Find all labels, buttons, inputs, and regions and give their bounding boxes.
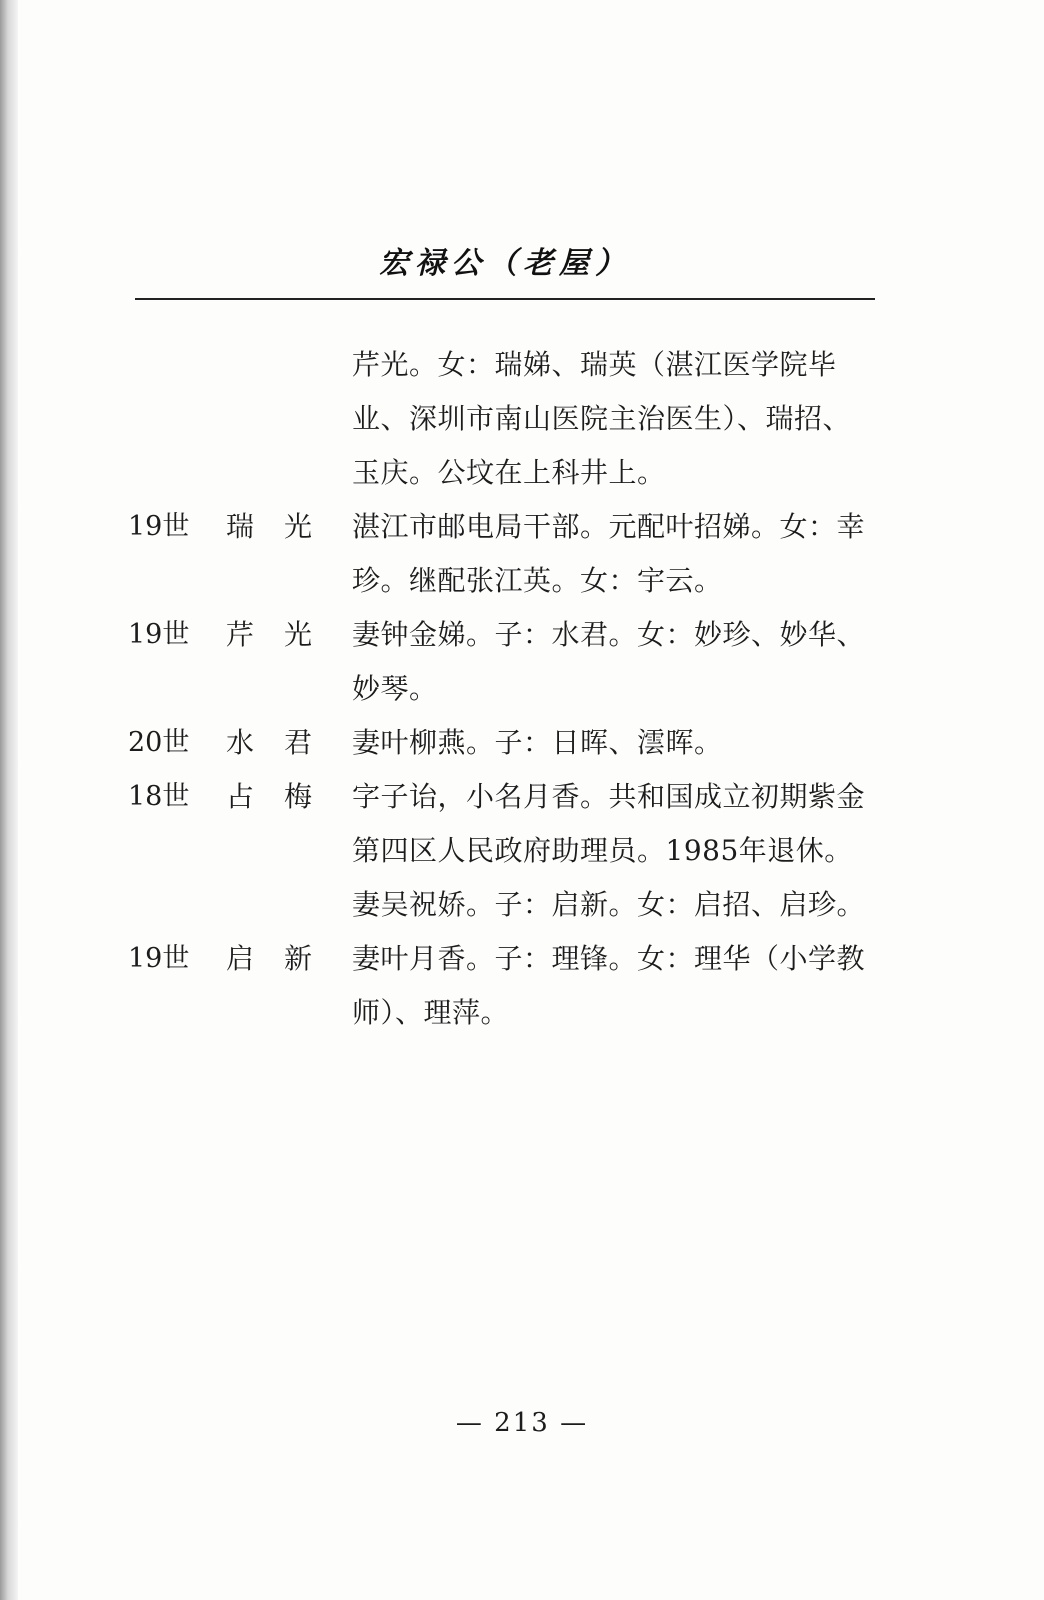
entry-name: 瑞光 xyxy=(226,510,343,543)
entry-generation: 19世 xyxy=(128,619,190,650)
entry-generation: 19世 xyxy=(128,943,190,974)
genealogy-entry xyxy=(120,770,880,932)
running-header-title: 宏禄公（老屋） xyxy=(379,246,631,281)
entry-description: 湛江市邮电局干部。元配叶招娣。女：幸珍。继配张江英。女：宇云。 xyxy=(352,510,866,597)
entry-name: 芹光 xyxy=(226,618,343,651)
genealogy-entries xyxy=(120,338,880,1040)
entry-description: 妻叶月香。子：理锋。女：理华（小学教师）、理萍。 xyxy=(352,942,866,1029)
continued-entry xyxy=(120,338,880,500)
entry-description: 妻叶柳燕。子：日晖、澐晖。 xyxy=(352,726,723,759)
genealogy-entry xyxy=(120,932,880,1040)
entry-name: 占梅 xyxy=(226,780,343,813)
entry-name: 启新 xyxy=(226,942,343,975)
genealogy-entry xyxy=(120,716,880,770)
entry-description: 妻钟金娣。子：水君。女：妙珍、妙华、妙琴。 xyxy=(352,618,866,705)
entry-generation: 18世 xyxy=(128,781,190,812)
entry-description: 芹光。女：瑞娣、瑞英（湛江医学院毕业、深圳市南山医院主治医生）、瑞招、玉庆。公坟在上科井上。 xyxy=(352,348,852,489)
genealogy-entry xyxy=(120,608,880,716)
genealogy-entry xyxy=(120,500,880,608)
entry-name: 水君 xyxy=(226,726,343,759)
entry-generation: 19世 xyxy=(128,511,190,542)
entry-generation: 20世 xyxy=(128,727,190,758)
header-rule xyxy=(135,298,875,300)
page-edge-shadow xyxy=(0,0,18,1600)
page-number: — 213 — xyxy=(455,1408,589,1438)
entry-description: 字子诒，小名月香。共和国成立初期紫金第四区人民政府助理员。1985年退休。妻吴祝娇。子：启新。女：启招、启珍。 xyxy=(352,780,866,921)
